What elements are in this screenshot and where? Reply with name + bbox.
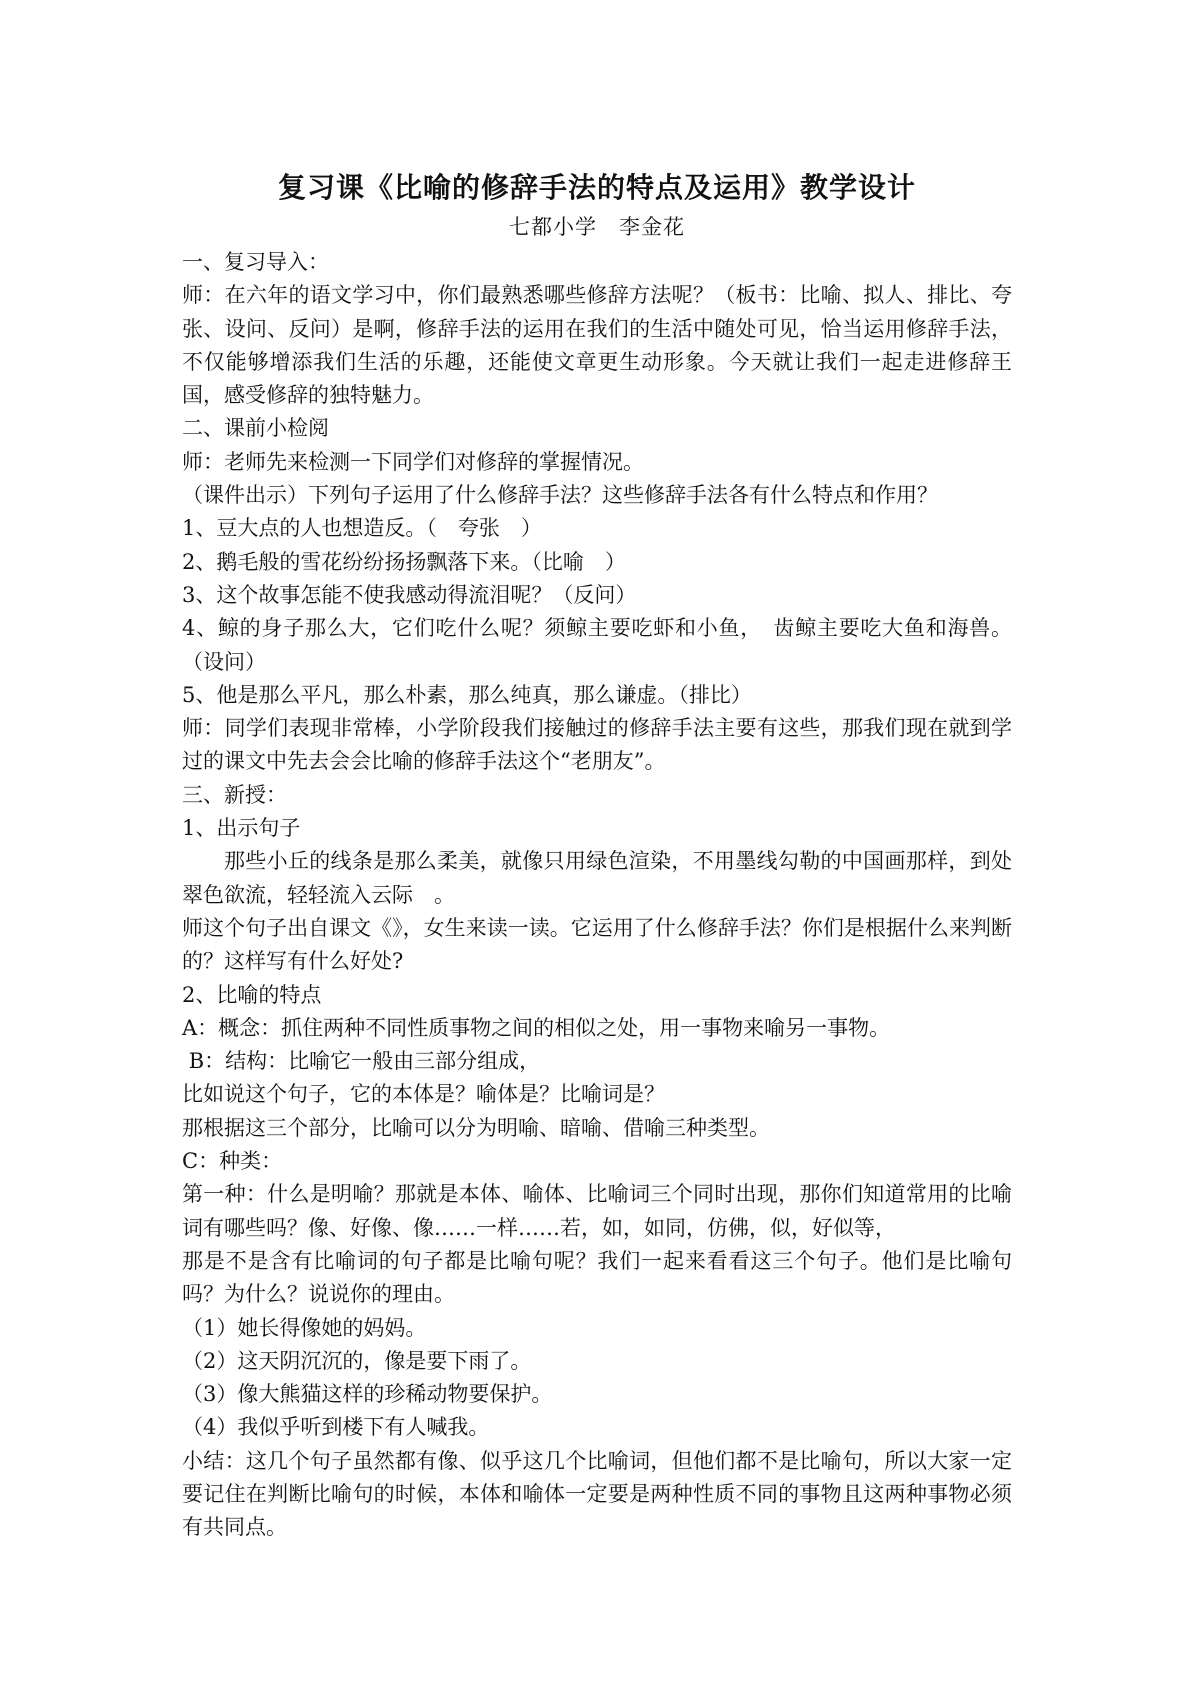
- paragraph-simile-types: 那根据这三个部分，比喻可以分为明喻、暗喻、借喻三种类型。: [182, 1115, 770, 1140]
- exercise-item-1: 1、豆大点的人也想造反。（ 夸张 ）: [182, 516, 542, 541]
- paragraph-teacher-transition: 师：同学们表现非常棒，小学阶段我们接触过的修辞手法主要有这些，那我们现在就到学过的课文中先去会会比喻的修辞手法这个“老朋友”。: [182, 716, 1012, 774]
- document-page: [182, 166, 1012, 1545]
- paragraph-teacher-intro: 师：在六年的语文学习中，你们最熟悉哪些修辞方法呢？（板书：比喻、拟人、排比、夸张、设问、反问）是啊，修辞手法的运用在我们的生活中随处可见，恰当运用修辞手法，不仅能够增添我们生活的乐趣，还能使文章更生动形象。今天就让我们一起走进修辞王国，感受修辞的独特魅力。: [182, 283, 1012, 408]
- example-item-3: （3）像大熊猫这样的珍稀动物要保护。: [182, 1382, 553, 1407]
- paragraph-structure: B：结构：比喻它一般由三部分组成，: [182, 1049, 541, 1074]
- exercise-item-4: 4、鲸的身子那么大，它们吃什么呢？须鲸主要吃虾和小鱼， 齿鲸主要吃大鱼和海兽。（设问）: [182, 616, 1012, 674]
- example-item-4: （4）我似乎听到楼下有人喊我。: [182, 1415, 490, 1440]
- section-heading-review-intro: 一、复习导入：: [182, 250, 329, 274]
- paragraph-first-kind: 第一种：什么是明喻？那就是本体、喻体、比喻词三个同时出现，那你们知道常用的比喻词有哪些吗？像、好像、像……一样……若，如，如同，仿佛，似，好似等，: [182, 1182, 1012, 1240]
- exercise-item-2: 2、鹅毛般的雪花纷纷扬扬飘落下来。（比喻 ）: [182, 549, 626, 574]
- section-heading-new-lesson: 三、新授：: [182, 782, 287, 807]
- paragraph-teacher-question: 师这个句子出自课文《》，女生来读一读。它运用了什么修辞手法？你们是根据什么来判断的？这样写有什么好处?: [182, 915, 1012, 974]
- paragraph-example-sentence: 那些小丘的线条是那么柔美，就像只用绿色渲染，不用墨线勾勒的中国画那样，到处翠色欲流，轻轻流入云际 。: [182, 849, 1012, 907]
- paragraph-kinds-heading: C：种类：: [182, 1149, 283, 1174]
- paragraph-question-simile: 那是不是含有比喻词的句子都是比喻句呢？我们一起来看看这三个句子。他们是比喻句吗？为什么？说说你的理由。: [182, 1248, 1012, 1307]
- paragraph-structure-question: 比如说这个句子，它的本体是？喻体是？比喻词是？: [182, 1082, 665, 1107]
- subheading-simile-features: 2、比喻的特点: [182, 982, 322, 1007]
- subheading-show-sentence: 1、出示句子: [182, 816, 301, 841]
- document-title: 复习课《比喻的修辞手法的特点及运用》教学设计: [277, 171, 916, 204]
- exercise-item-3: 3、这个故事怎能不使我感动得流泪呢？（反问）: [182, 582, 637, 607]
- section-heading-pre-class-check: 二、课前小检阅: [182, 416, 329, 441]
- example-item-1: （1）她长得像她的妈妈。: [182, 1315, 427, 1340]
- paragraph-concept: A：概念：抓住两种不同性质事物之间的相似之处，用一事物来喻另一事物。: [182, 1015, 891, 1040]
- paragraph-courseware-question: （课件出示）下列句子运用了什么修辞手法？这些修辞手法各有什么特点和作用？: [182, 483, 938, 508]
- exercise-item-5: 5、他是那么平凡，那么朴素，那么纯真，那么谦虚。（排比）: [182, 682, 752, 707]
- document-author: 七都小学 李金花: [509, 215, 685, 239]
- paragraph-teacher-check: 师：老师先来检测一下同学们对修辞的掌握情况。: [182, 449, 644, 474]
- example-item-2: （2）这天阴沉沉的，像是要下雨了。: [182, 1348, 532, 1373]
- paragraph-summary: 小结：这几个句子虽然都有像、似乎这几个比喻词，但他们都不是比喻句，所以大家一定要记住在判断比喻句的时候，本体和喻体一定要是两种性质不同的事物且这两种事物必须有共同点。: [182, 1448, 1012, 1540]
